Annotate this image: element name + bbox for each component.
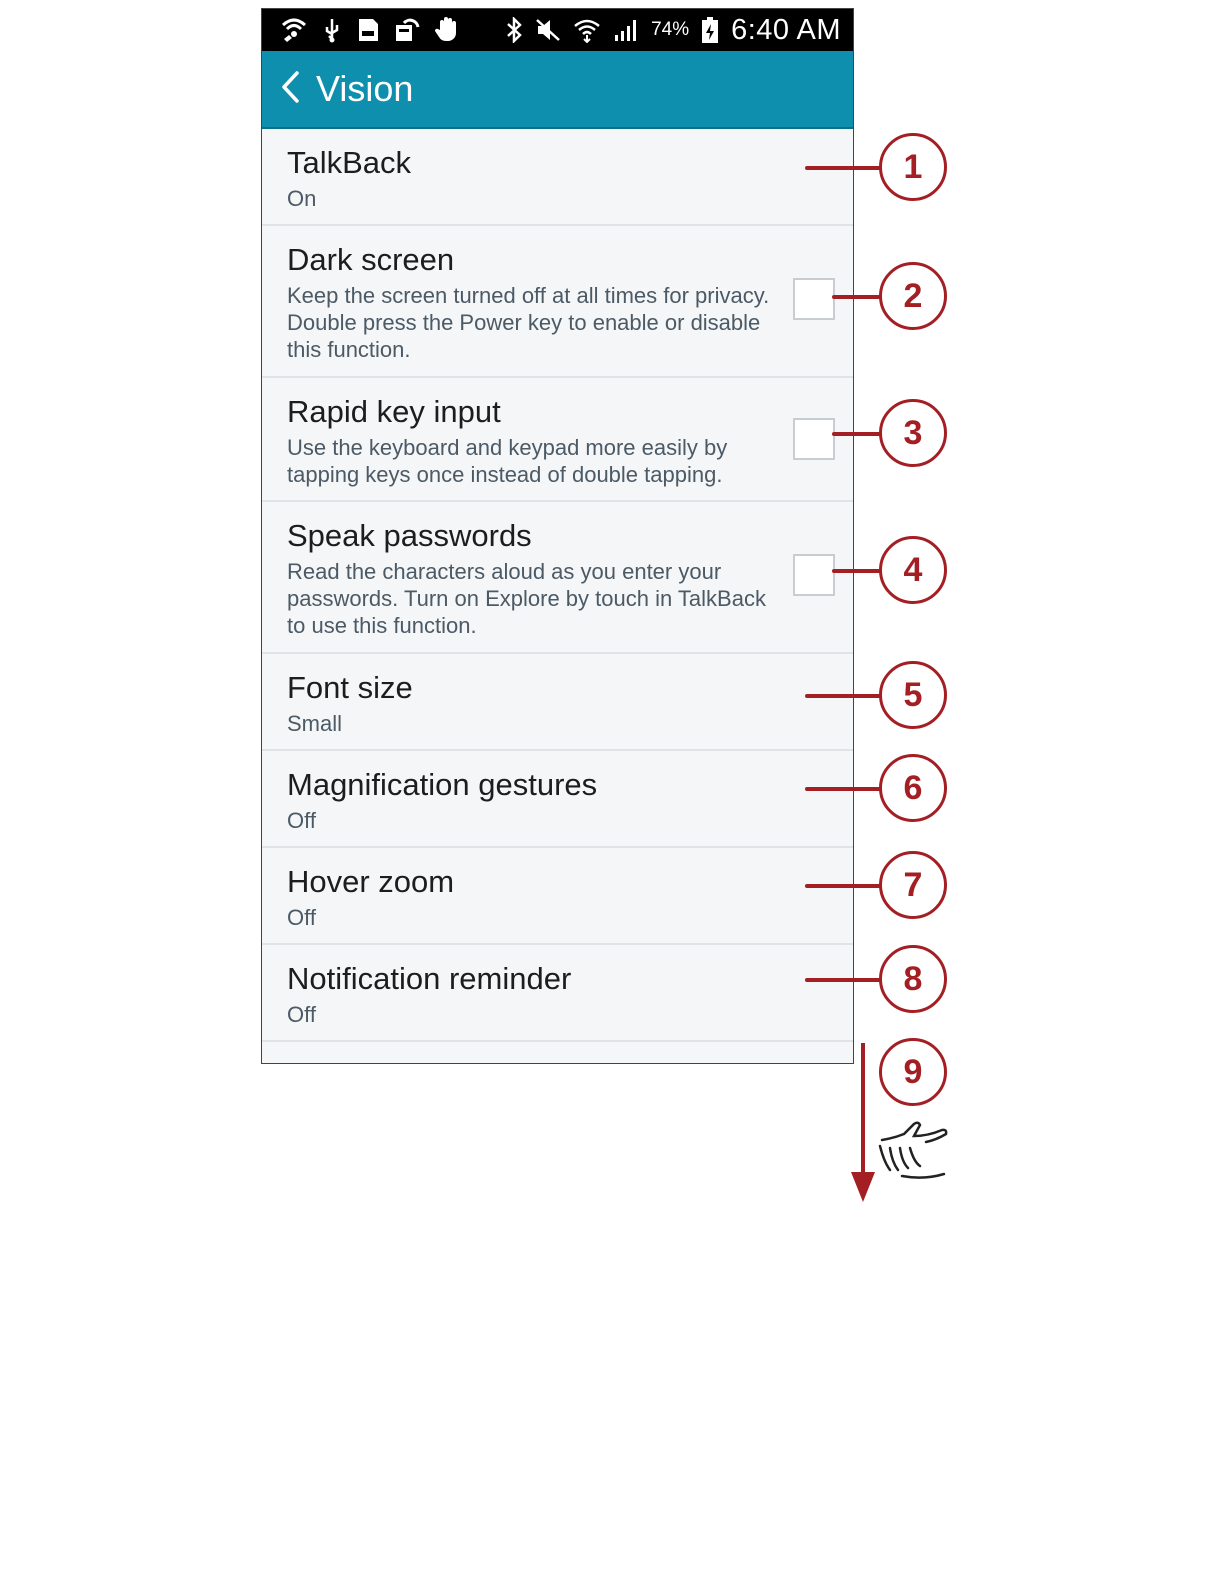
callout-marker: 2 <box>879 262 947 330</box>
wifi-calling-icon <box>280 17 308 43</box>
setting-rapid-key-input[interactable] <box>262 378 853 502</box>
battery-percent: 74% <box>651 19 690 40</box>
setting-title: Magnification gestures <box>287 767 598 802</box>
scroll-arrow-head <box>851 1172 875 1202</box>
status-time: 6:40 AM <box>731 13 841 46</box>
setting-title: Speak passwords <box>287 518 532 553</box>
setting-description: Keep the screen turned off at all times for privacy. Double press the Power key to enable or disable this function. <box>287 283 770 362</box>
mute-icon <box>535 17 561 43</box>
rapid-key-input-checkbox[interactable] <box>793 418 835 460</box>
callout-line <box>805 884 881 888</box>
callout-marker: 1 <box>879 133 947 201</box>
callout-marker: 6 <box>879 754 947 822</box>
callout-marker: 9 <box>879 1038 947 1106</box>
app-bar <box>262 51 853 129</box>
bluetooth-icon <box>505 17 523 43</box>
swipe-hand-icon <box>874 1118 950 1191</box>
setting-title: Font size <box>287 670 413 705</box>
dark-screen-checkbox[interactable] <box>793 278 835 320</box>
callout-marker: 8 <box>879 945 947 1013</box>
sd-card-icon <box>356 17 380 43</box>
callout-line <box>832 569 881 573</box>
phone-screen <box>261 8 854 1064</box>
setting-dark-screen[interactable] <box>262 226 853 378</box>
signal-icon <box>613 17 639 43</box>
callout-line <box>832 295 881 299</box>
setting-title: Hover zoom <box>287 864 455 899</box>
setting-magnification-gestures[interactable] <box>262 751 853 848</box>
backup-icon <box>394 17 420 43</box>
callout-line <box>832 432 881 436</box>
callout-line <box>805 166 881 170</box>
setting-title: Dark screen <box>287 242 455 277</box>
battery-icon <box>701 16 719 44</box>
setting-font-size[interactable] <box>262 654 853 751</box>
speak-passwords-checkbox[interactable] <box>793 554 835 596</box>
page-title: Vision <box>316 68 414 109</box>
setting-talkback[interactable] <box>262 129 853 226</box>
setting-value: Small <box>287 711 343 736</box>
callout-line <box>805 694 881 698</box>
setting-value: Off <box>287 1002 316 1027</box>
setting-title: Rapid key input <box>287 394 501 429</box>
setting-hover-zoom[interactable] <box>262 848 853 945</box>
setting-value: On <box>287 186 317 211</box>
setting-title: TalkBack <box>287 145 412 180</box>
setting-speak-passwords[interactable] <box>262 502 853 654</box>
setting-description: Read the characters aloud as you enter your passwords. Turn on Explore by touch in TalkBack to use this function. <box>287 559 766 638</box>
callout-line <box>805 978 881 982</box>
status-bar <box>262 9 853 51</box>
setting-title: Notification reminder <box>287 961 572 996</box>
callout-marker: 7 <box>879 851 947 919</box>
setting-notification-reminder[interactable] <box>262 945 853 1042</box>
chevron-left-icon <box>279 70 301 109</box>
callout-line <box>805 787 881 791</box>
usb-icon <box>322 17 342 43</box>
scroll-arrow-shaft <box>861 1043 865 1181</box>
callout-marker: 3 <box>879 399 947 467</box>
back-button[interactable] <box>266 50 314 128</box>
setting-value: Off <box>287 808 316 833</box>
callout-marker: 4 <box>879 536 947 604</box>
settings-list <box>262 129 853 1042</box>
gesture-hand-icon <box>434 16 462 44</box>
setting-value: Off <box>287 905 316 930</box>
callout-marker: 5 <box>879 661 947 729</box>
setting-description: Use the keyboard and keypad more easily by tapping keys once instead of double tapping. <box>287 435 728 487</box>
wifi-icon <box>573 17 601 43</box>
